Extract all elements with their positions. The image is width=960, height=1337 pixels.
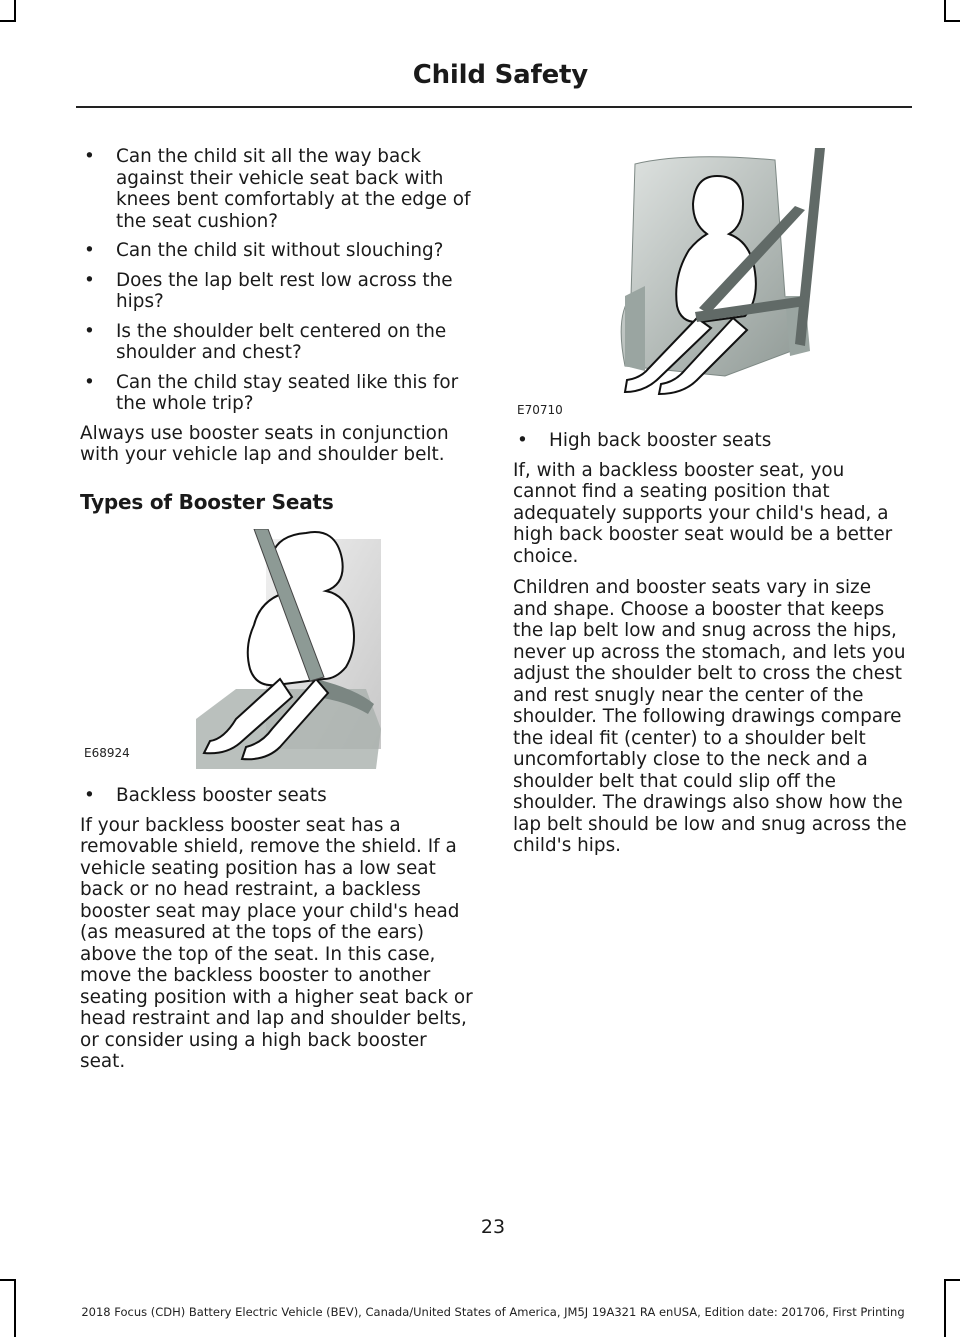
crop-mark bbox=[0, 20, 16, 22]
list-item: • Backless booster seats bbox=[84, 785, 327, 806]
figure-backless-booster bbox=[80, 521, 476, 779]
backless-booster-illustration bbox=[196, 529, 396, 774]
highback-booster-illustration bbox=[605, 146, 845, 396]
crop-mark bbox=[944, 1279, 960, 1281]
list-item: • Does the lap belt rest low across the hips? bbox=[84, 269, 453, 312]
crop-mark bbox=[944, 20, 960, 22]
list-item: • Can the child sit without slouching? bbox=[84, 240, 444, 261]
booster-type-list bbox=[80, 785, 476, 807]
section-heading: Types of Booster Seats bbox=[80, 489, 334, 514]
paragraph-always: Always use booster seats in conjunction with your vehicle lap and shoulder belt. bbox=[80, 422, 449, 465]
figure-id: E68924 bbox=[84, 746, 130, 760]
checklist bbox=[80, 146, 476, 415]
crop-mark bbox=[944, 0, 946, 22]
crop-mark bbox=[14, 0, 16, 22]
booster-type-list bbox=[513, 430, 909, 452]
paragraph-children: Children and booster seats vary in size and shape. Choose a booster that keeps the lap belt low and snug across the hips, never up across the stomach, and lets you adjust the shoulder belt to cross the chest and rest snugly near the center of the shoulder. The following drawings compare the ideal fit (center) to a shoulder belt uncomfortably close to the neck and a shoulder belt that could slip off the shoulder. The drawings also show how the lap belt should be low and snug across the child's hips. bbox=[513, 577, 907, 856]
edition-footer: 2018 Focus (CDH) Battery Electric Vehicle (BEV), Canada/United States of America, JM5J 19A321 RA enUSA, Edition date: 201706, First Printing bbox=[81, 1305, 905, 1319]
header-rule bbox=[76, 106, 912, 108]
list-item: • Can the child stay seated like this for the whole trip? bbox=[84, 371, 459, 414]
list-item: • Can the child sit all the way back against their vehicle seat back with knees bent comfortably at the edge of the seat cushion? bbox=[84, 146, 471, 232]
crop-mark bbox=[0, 1279, 16, 1281]
list-item: • Is the shoulder belt centered on the shoulder and chest? bbox=[84, 320, 447, 363]
figure-highback-booster bbox=[513, 146, 909, 418]
list-item: • High back booster seats bbox=[517, 430, 772, 451]
paragraph-backless: If your backless booster seat has a removable shield, remove the shield. If a vehicle seating position has a low seat back or no head restraint, a backless booster seat may place your child's head (as measured at the tops of the ears) above the top of the seat. In this case, move the backless booster to another seating position with a higher seat back or head restraint and lap and shoulder belts, or consider using a high back booster seat. bbox=[80, 814, 473, 1072]
figure-id: E70710 bbox=[517, 403, 563, 417]
left-column bbox=[80, 146, 476, 1083]
page-number: 23 bbox=[480, 1216, 506, 1238]
paragraph-highback: If, with a backless booster seat, you cannot find a seating position that adequately supports your child's head, a high back booster seat would be a better choice. bbox=[513, 459, 893, 567]
page-title: Child Safety bbox=[412, 60, 588, 90]
right-column bbox=[513, 146, 909, 867]
